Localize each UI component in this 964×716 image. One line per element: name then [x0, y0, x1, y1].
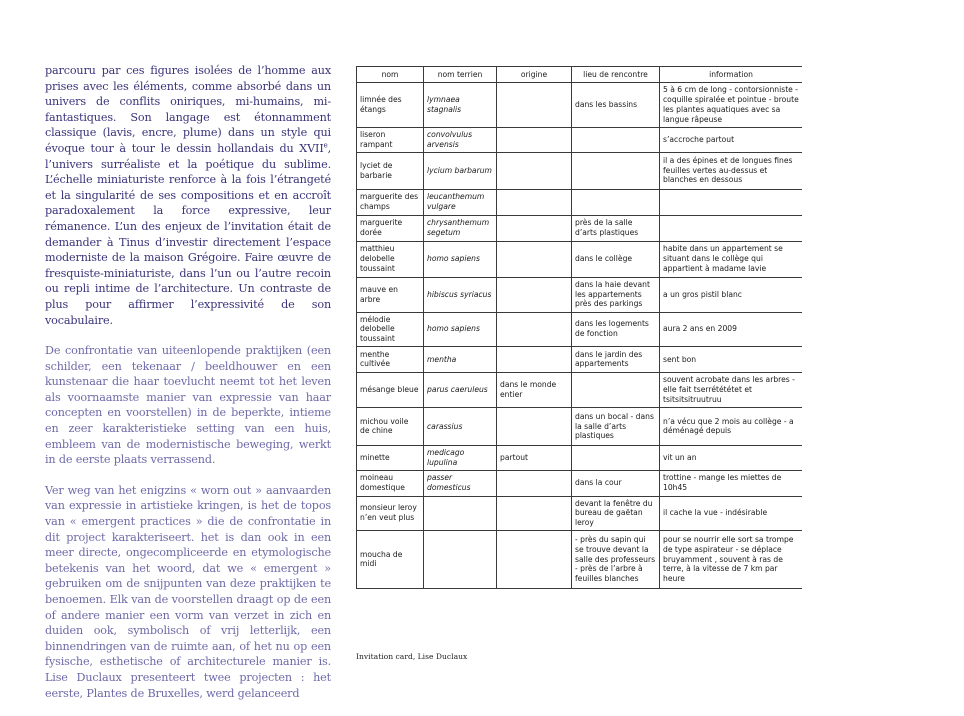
cell-lieu: dans la cour	[572, 470, 660, 496]
cell-info: s’accroche partout	[660, 128, 803, 153]
cell-nom: minette	[357, 445, 424, 470]
table-row	[357, 372, 803, 407]
cell-nom: lyciet de barbarie	[357, 152, 424, 189]
cell-origine	[497, 241, 572, 277]
cell-nom: mélodie delobelle toussaint	[357, 312, 424, 346]
cell-lieu: dans un bocal - dans la salle d’arts plastiques	[572, 407, 660, 445]
table-row	[357, 215, 803, 241]
cell-origine: partout	[497, 445, 572, 470]
header-nom-terrien: nom terrien	[424, 67, 497, 83]
cell-lieu: dans le jardin des appartements	[572, 346, 660, 372]
table-header-row	[357, 67, 803, 83]
species-table	[356, 66, 802, 589]
cell-lieu: dans les bassins	[572, 83, 660, 128]
table-row	[357, 83, 803, 128]
cell-terrien: chrysanthemum segetum	[424, 215, 497, 241]
cell-terrien: hibiscus syriacus	[424, 277, 497, 312]
cell-info: il a des épines et de longues fines feuilles vertes au-dessus et blanches en dessous	[660, 152, 803, 189]
cell-terrien: homo sapiens	[424, 312, 497, 346]
cell-lieu: dans le collège	[572, 241, 660, 277]
cell-origine: dans le monde entier	[497, 372, 572, 407]
cell-nom: marguerite des champs	[357, 189, 424, 215]
cell-terrien: leucanthemum vulgare	[424, 189, 497, 215]
cell-origine	[497, 128, 572, 153]
cell-info	[660, 215, 803, 241]
cell-origine	[497, 83, 572, 128]
cell-terrien	[424, 530, 497, 588]
french-paragraph	[45, 63, 331, 328]
header-information: information	[660, 67, 803, 83]
table-row	[357, 128, 803, 153]
century-superscript: e	[323, 141, 328, 150]
cell-nom: moineau domestique	[357, 470, 424, 496]
french-text-end: , l’univers surréaliste et la poétique du sublime. L’échelle miniaturiste renforce à la fois l’étrangeté et la singularité de ses compositions et en accroît paradoxalement la force expressive, leur rémanence. L’un des enjeux de l’invitation était de demander à Tinus d’investir directement l’espace moderniste de la maison Grégoire. Faire œuvre de fresquiste-miniaturiste, dans l’un ou l’autre recoin ou repli intime de l’architecture. Un contraste de plus pour affirmer l’expressivité de son vocabulaire.	[45, 141, 331, 327]
cell-lieu: devant la fenêtre du bureau de gaëtan leroy	[572, 496, 660, 530]
cell-terrien: convolvulus arvensis	[424, 128, 497, 153]
cell-terrien: lymnaea stagnalis	[424, 83, 497, 128]
dutch-paragraph-2: Ver weg van het enigzins « worn out » aanvaarden van expressie in artistieke kringen, is het de topos van « emergent practices » die de confrontatie in dit project karakteriseert. het is dan ook in een meer directe, ongecompliceerde en etymologische betekenis van het woord, dat we « emergent » gebruiken om de snijpunten van deze praktijken te benoemen. Elk van de voorstellen draagt op de een of andere manier een vorm van verzet in zich en duiden ook, symbolisch of vrij letterlijk, een binnendringen van de ruimte aan, of het nu op een fysische, esthetische of architecturele manier is. Lise Duclaux presenteert twee projecten : het eerste, Plantes de Bruxelles, werd gelanceerd	[45, 483, 331, 700]
cell-nom: matthieu delobelle toussaint	[357, 241, 424, 277]
table-row	[357, 346, 803, 372]
image-caption: Invitation card, Lise Duclaux	[356, 652, 468, 661]
cell-nom: marguerite dorée	[357, 215, 424, 241]
cell-info: pour se nourrir elle sort sa trompe de type aspirateur - se déplace bruyamment , souvent à ras de terre, à la vitesse de 7 km par heure	[660, 530, 803, 588]
table-row	[357, 312, 803, 346]
cell-origine	[497, 215, 572, 241]
table-row	[357, 241, 803, 277]
cell-origine	[497, 277, 572, 312]
cell-info: 5 à 6 cm de long - contorsionniste - coquille spiralée et pointue - broute les plantes aquatiques avec sa langue râpeuse	[660, 83, 803, 128]
cell-nom: michou voile de chine	[357, 407, 424, 445]
table-row	[357, 530, 803, 588]
cell-terrien: mentha	[424, 346, 497, 372]
cell-terrien: medicago lupulina	[424, 445, 497, 470]
cell-origine	[497, 152, 572, 189]
cell-info: il cache la vue - indésirable	[660, 496, 803, 530]
cell-origine	[497, 407, 572, 445]
text-column	[45, 63, 331, 716]
cell-nom: mésange bleue	[357, 372, 424, 407]
table-row	[357, 152, 803, 189]
table-row	[357, 277, 803, 312]
cell-terrien: passer domesticus	[424, 470, 497, 496]
cell-info	[660, 189, 803, 215]
cell-lieu: - près du sapin qui se trouve devant la salle des professeurs - près de l’arbre à feuilles blanches	[572, 530, 660, 588]
cell-nom: monsieur leroy n’en veut plus	[357, 496, 424, 530]
table-row	[357, 189, 803, 215]
cell-lieu	[572, 372, 660, 407]
cell-nom: limnée des étangs	[357, 83, 424, 128]
cell-terrien: carassius	[424, 407, 497, 445]
invitation-card-image	[356, 66, 802, 643]
cell-terrien: parus caeruleus	[424, 372, 497, 407]
cell-info: aura 2 ans en 2009	[660, 312, 803, 346]
header-origine: origine	[497, 67, 572, 83]
table-row	[357, 496, 803, 530]
table-row	[357, 445, 803, 470]
cell-info: n’a vécu que 2 mois au collège - a déménagé depuis	[660, 407, 803, 445]
cell-info: vit un an	[660, 445, 803, 470]
table-row	[357, 407, 803, 445]
cell-info: sent bon	[660, 346, 803, 372]
header-nom: nom	[357, 67, 424, 83]
french-text-start: parcouru par ces figures isolées de l’homme aux prises avec les éléments, comme absorbé dans un univers de conflits oniriques, mi-humains, mi-fantastiques. Son langage est étonnamment classique (lavis, encre, plume) dans un style qui évoque tour à tour le dessin hollandais du XVII	[45, 64, 331, 155]
table-row	[357, 470, 803, 496]
cell-nom: menthe cultivée	[357, 346, 424, 372]
cell-terrien: homo sapiens	[424, 241, 497, 277]
cell-origine	[497, 189, 572, 215]
header-lieu: lieu de rencontre	[572, 67, 660, 83]
cell-origine	[497, 312, 572, 346]
cell-terrien: lycium barbarum	[424, 152, 497, 189]
cell-lieu: dans les logements de fonction	[572, 312, 660, 346]
dutch-paragraph-1: De confrontatie van uiteenlopende praktijken (een schilder, een tekenaar / beeldhouwer en een kunstenaar die haar toevlucht neemt tot het leven als voornaamste manier van expressie van haar concepten en voorstellen) in de beperkte, intieme en zeer karakteristieke setting van een huis, embleem van de modernistische beweging, werkt in de eerste plaats verrassend.	[45, 344, 331, 467]
cell-lieu	[572, 189, 660, 215]
cell-terrien	[424, 496, 497, 530]
cell-lieu	[572, 445, 660, 470]
cell-nom: moucha de midi	[357, 530, 424, 588]
cell-nom: liseron rampant	[357, 128, 424, 153]
cell-origine	[497, 496, 572, 530]
cell-info: habite dans un appartement se situant dans le collège qui appartient à madame lavie	[660, 241, 803, 277]
cell-lieu	[572, 128, 660, 153]
cell-lieu: dans la haie devant les appartements près des parkings	[572, 277, 660, 312]
cell-origine	[497, 530, 572, 588]
cell-lieu	[572, 152, 660, 189]
cell-lieu: près de la salle d’arts plastiques	[572, 215, 660, 241]
cell-origine	[497, 346, 572, 372]
cell-origine	[497, 470, 572, 496]
cell-info: souvent acrobate dans les arbres - elle fait tserrétététet et tsitsitsitruutruu	[660, 372, 803, 407]
cell-info: trottine - mange les miettes de 10h45	[660, 470, 803, 496]
cell-nom: mauve en arbre	[357, 277, 424, 312]
cell-info: a un gros pistil blanc	[660, 277, 803, 312]
